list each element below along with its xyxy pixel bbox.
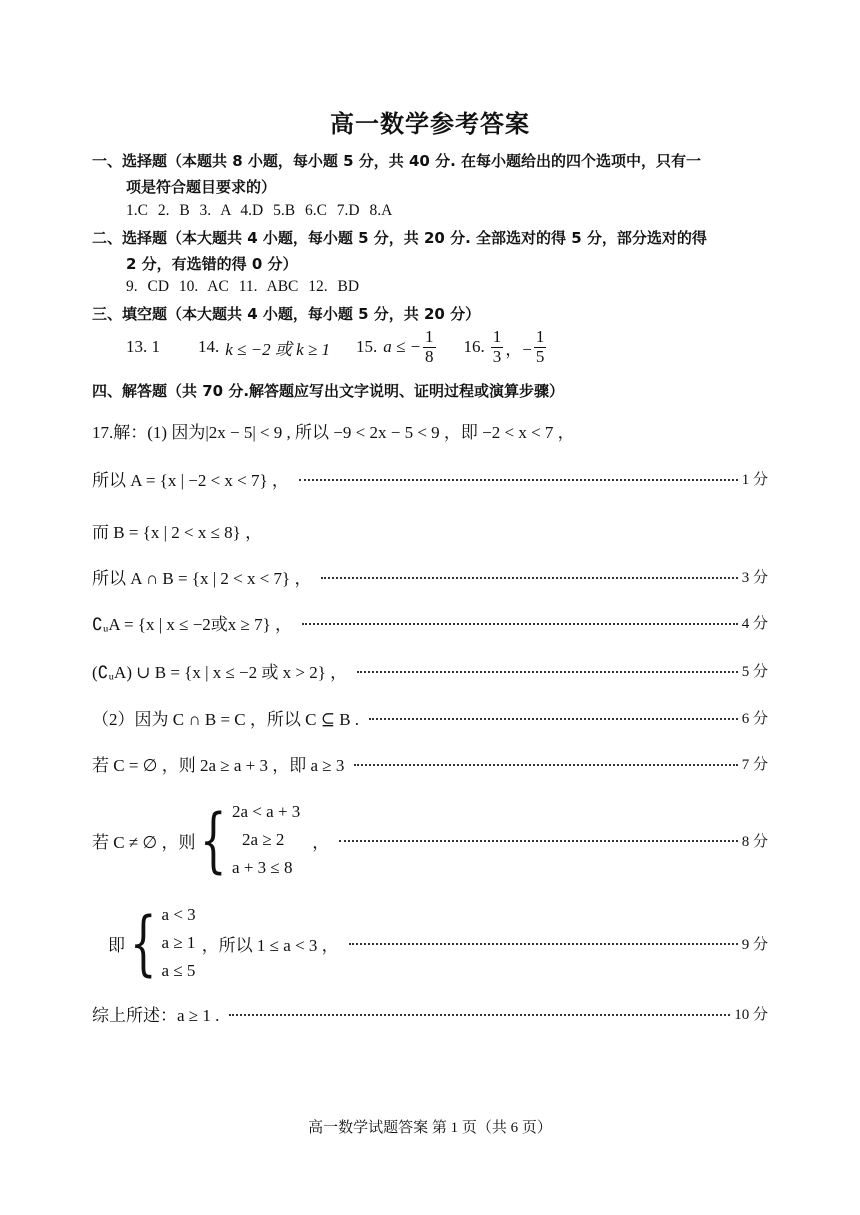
solution-line-9 bbox=[108, 898, 768, 988]
system-row: 2a ≥ 2 bbox=[242, 830, 285, 849]
section-2-answers: 9. CD 10. AC 11. ABC 12. BD bbox=[126, 278, 360, 295]
answer-16-fraction-1: $\frac{1}{3}$ bbox=[492, 327, 502, 366]
score: 4 分 bbox=[741, 616, 768, 632]
score: 5 分 bbox=[741, 664, 768, 680]
solution-line-5 bbox=[92, 658, 768, 683]
section-4-heading: 四、解答题（共 70 分.解答题应写出文字说明、证明过程或演算步骤） bbox=[92, 382, 565, 400]
score: 1 分 bbox=[741, 472, 768, 488]
score: 10 分 bbox=[734, 1007, 768, 1023]
solution-line-1 bbox=[92, 466, 768, 491]
inequality-system bbox=[125, 901, 196, 985]
dot-leader bbox=[302, 623, 738, 625]
solution-line-6 bbox=[92, 705, 768, 730]
page-footer: 高一数学试题答案 第 1 页（共 6 页） bbox=[308, 1120, 552, 1136]
score: 7 分 bbox=[741, 757, 768, 773]
score: 9 分 bbox=[741, 936, 768, 953]
score: 3 分 bbox=[741, 570, 768, 586]
solution-text: 所以 A ∩ B = {x | 2 < x < 7} ， bbox=[92, 569, 312, 588]
solution-line-10 bbox=[92, 1001, 768, 1026]
dot-leader bbox=[299, 479, 738, 481]
solution-line-2 bbox=[92, 518, 768, 543]
section-1-heading: 一、选择题（本题共 8 小题，每小题 5 分，共 40 分. 在每小题给出的四个选项中，只有一 bbox=[92, 152, 702, 170]
system-row: a < 3 bbox=[161, 905, 196, 924]
left-brace: { bbox=[200, 799, 228, 881]
solution-text: ，所以 1 ≤ a < 3 ， bbox=[201, 935, 339, 955]
system-row: 2a < a + 3 bbox=[232, 802, 301, 821]
answer-16-num: 16. bbox=[463, 337, 485, 357]
solution-text: ∁ᵤA = {x | x ≤ −2或x ≥ 7} ， bbox=[92, 615, 293, 634]
answer-14-num: 14. bbox=[198, 337, 220, 357]
solution-text: (∁ᵤA) ∪ B = {x | x ≤ −2 或 x > 2} ， bbox=[92, 663, 348, 682]
score: 8 分 bbox=[741, 833, 768, 850]
solution-line-7 bbox=[92, 751, 768, 776]
inequality-system bbox=[195, 798, 300, 882]
page-title: 高一数学参考答案 bbox=[330, 110, 530, 138]
system-row: a ≤ 5 bbox=[161, 961, 196, 980]
section-2-heading-cont: 2 分，有选错的得 0 分） bbox=[126, 255, 298, 273]
answer-15-prefix: a ≤ − bbox=[383, 337, 422, 357]
dot-leader bbox=[357, 671, 738, 673]
answer-15-num: 15. bbox=[355, 337, 378, 357]
section-1-heading-cont: 项是符合题目要求的） bbox=[126, 178, 277, 196]
dot-leader bbox=[321, 577, 737, 579]
section-3-heading: 三、填空题（本大题共 4 小题，每小题 5 分，共 20 分） bbox=[92, 305, 481, 323]
solution-line-8 bbox=[92, 795, 768, 885]
section-1-answers: 1.C 2. B 3. A 4.D 5.B 6.C 7.D 8.A bbox=[126, 202, 393, 219]
system-row: a ≥ 1 bbox=[161, 933, 196, 952]
solution-line-4 bbox=[92, 610, 768, 635]
section-2-heading: 二、选择题（本大题共 4 小题，每小题 5 分，共 20 分. 全部选对的得 5 分，部分选对的得 bbox=[92, 229, 707, 247]
solution-text: 而 B = {x | 2 < x ≤ 8} ， bbox=[92, 523, 263, 542]
fill-answers bbox=[126, 328, 548, 366]
answer-16-fraction-2: $\frac{1}{5}$ bbox=[535, 327, 545, 366]
solution-line-3 bbox=[92, 564, 768, 589]
solution-text: （2）因为 C ∩ B = C ，所以 C ⊆ B . bbox=[92, 710, 360, 729]
answer-16-separator: ，− bbox=[505, 339, 532, 359]
solution-text: 若 C = ∅ ，则 2a ≥ a + 3 ，即 a ≥ 3 bbox=[92, 756, 345, 775]
answer-14: k ≤ −2 或 k ≥ 1 bbox=[225, 339, 330, 359]
solution-text: 综上所述：a ≥ 1 . bbox=[92, 1006, 220, 1025]
left-brace: { bbox=[129, 902, 157, 984]
solution-text: 若 C ≠ ∅ ，则 bbox=[92, 832, 196, 852]
answer-15-fraction: $\frac{1}{8}$ bbox=[425, 327, 434, 366]
solution-text: 所以 A = {x | −2 < x < 7} ， bbox=[92, 471, 289, 490]
solution-text: 即 bbox=[108, 935, 125, 955]
solution-text: ， bbox=[312, 832, 330, 852]
dot-leader bbox=[369, 718, 738, 720]
system-row: a + 3 ≤ 8 bbox=[232, 858, 293, 877]
answer-13: 13. 1 bbox=[126, 337, 160, 357]
dot-leader bbox=[354, 764, 737, 766]
solution-line-0: 17.解：(1) 因为|2x − 5| < 9 , 所以 −9 < 2x − 5 < 9 ，即 −2 < x < 7 ， bbox=[92, 423, 575, 442]
dot-leader bbox=[349, 943, 738, 945]
dot-leader bbox=[339, 840, 737, 842]
dot-leader bbox=[229, 1014, 730, 1016]
score: 6 分 bbox=[741, 711, 768, 727]
